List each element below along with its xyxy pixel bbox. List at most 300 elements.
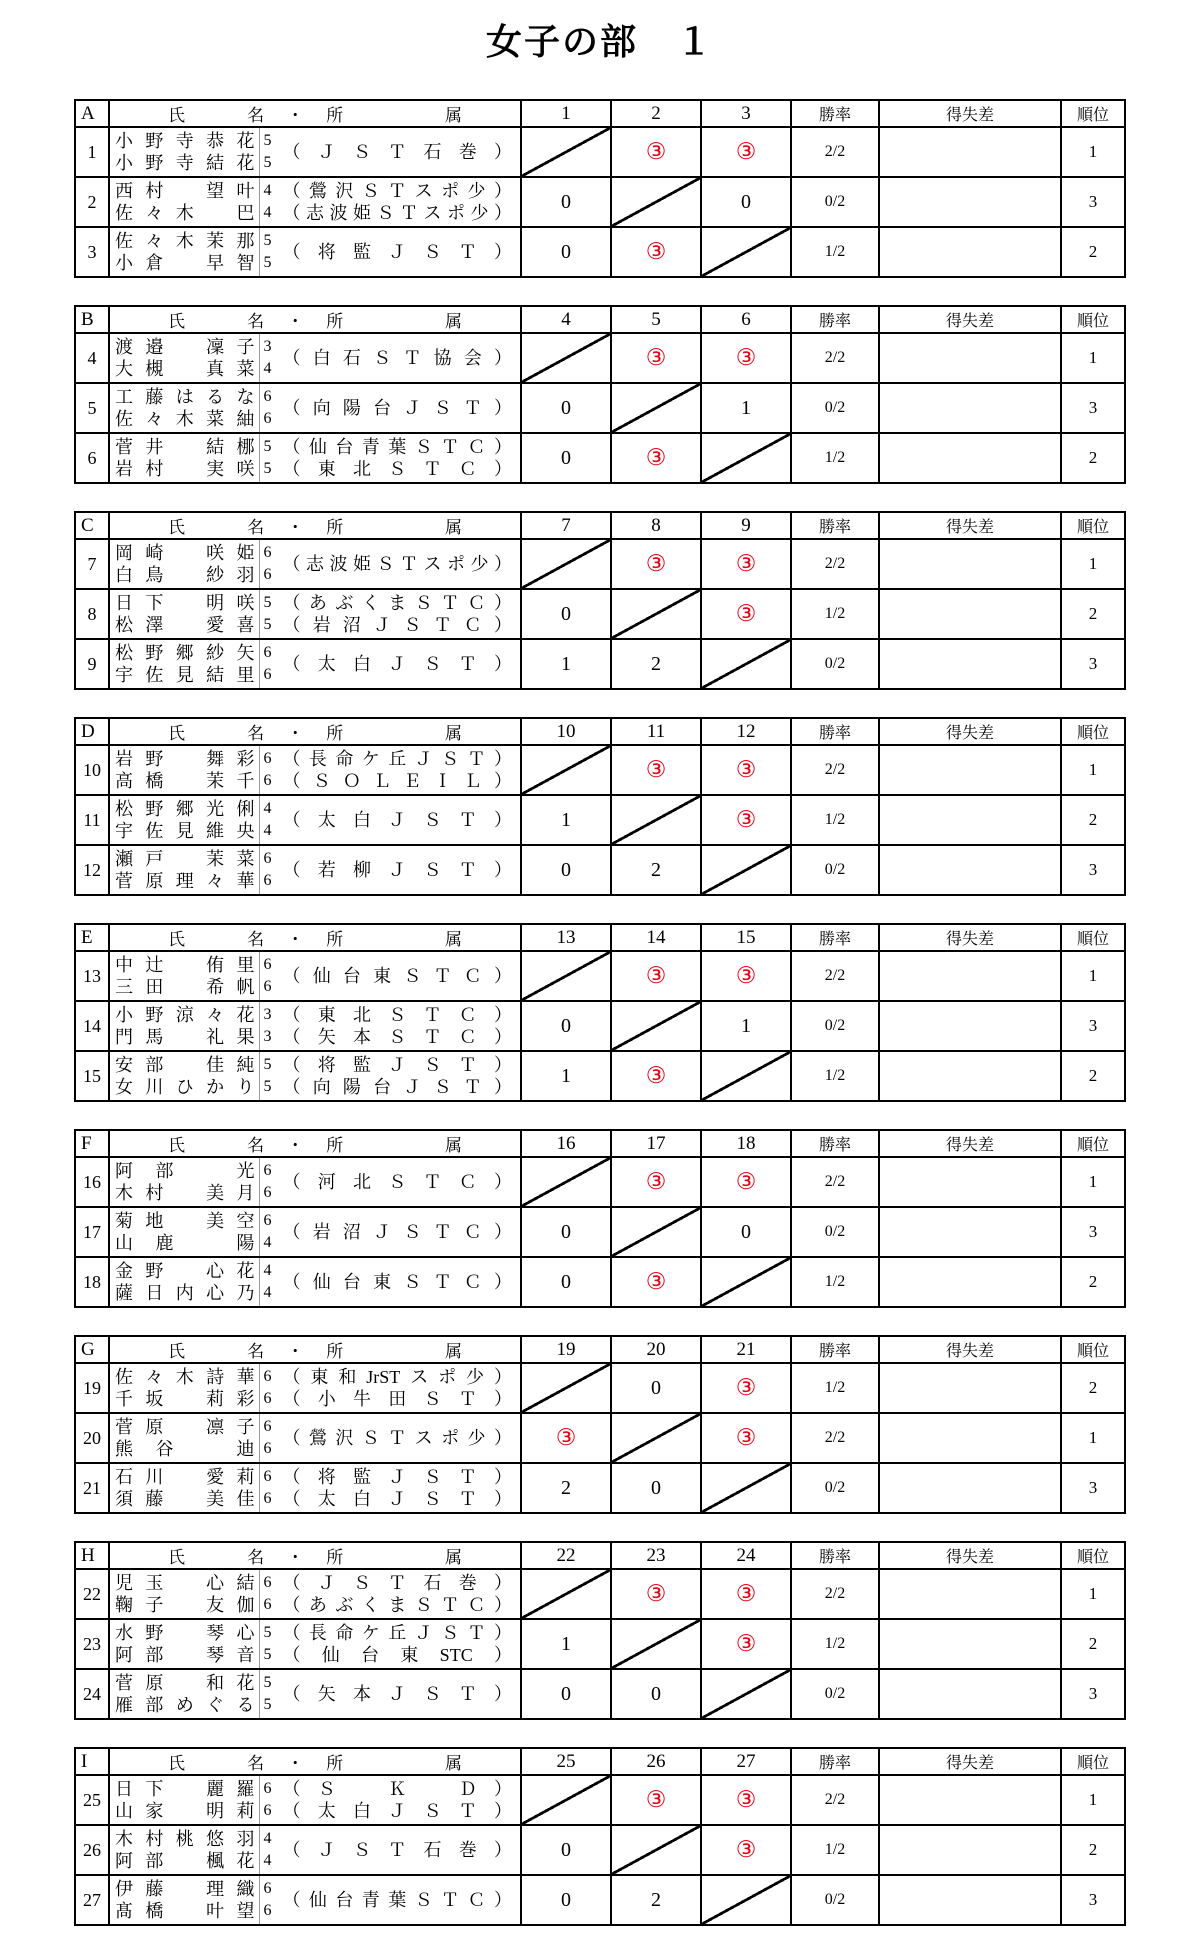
rank: 2 [1061, 1051, 1125, 1101]
win-mark: ③ [645, 757, 667, 782]
player-name: 小野涼々花 [115, 1005, 255, 1025]
page-title: 女子の部 １ [485, 21, 714, 62]
match-result-cell: 0 [521, 1825, 611, 1875]
player-name: 松澤 愛喜 [115, 615, 255, 635]
win-rate: 2/2 [791, 1413, 879, 1463]
grades [260, 1571, 281, 1617]
team-row [75, 845, 1125, 895]
group-letter: B [75, 306, 109, 333]
match-number-header: 12 [701, 718, 791, 745]
grade: 5 [263, 254, 272, 271]
grade: 5 [263, 1056, 272, 1073]
name-affiliation-header: 氏 名・所 属 [109, 1130, 521, 1157]
group-letter: H [75, 1542, 109, 1569]
grades [260, 591, 281, 637]
player-names [109, 383, 259, 433]
match-result-cell [701, 1775, 791, 1825]
rank: 3 [1061, 1001, 1125, 1051]
win-rate: 0/2 [791, 845, 879, 895]
group-header-row [75, 1336, 1125, 1363]
win-rate: 0/2 [791, 1875, 879, 1925]
player-name: 木村 美月 [115, 1183, 255, 1203]
player-name: 工藤はるな [115, 387, 255, 407]
player-name: 小野寺恭花 [115, 131, 255, 151]
match-result-cell [701, 795, 791, 845]
win-mark: ③ [735, 757, 757, 782]
grade-affiliation [259, 1001, 521, 1051]
grade: 4 [263, 1234, 272, 1251]
grade: 6 [263, 1490, 272, 1507]
grade: 6 [263, 1468, 272, 1485]
win-mark: ③ [735, 345, 757, 370]
grades [260, 1053, 281, 1099]
group-table-F [74, 1129, 1126, 1308]
win-mark: ③ [645, 1169, 667, 1194]
grade: 6 [263, 388, 272, 405]
rank-header: 順位 [1061, 1748, 1125, 1775]
grade-affiliation [259, 1363, 521, 1413]
team-row [75, 433, 1125, 483]
win-mark: ③ [735, 807, 757, 832]
match-number-header: 27 [701, 1748, 791, 1775]
affiliation: （ＪＳＴ石巻） [282, 1840, 512, 1860]
player-name: 菅原理々華 [115, 871, 255, 891]
match-number-header: 1 [521, 100, 611, 127]
player-names [109, 1825, 259, 1875]
grade-affiliation [259, 1157, 521, 1207]
row-number: 12 [75, 845, 109, 895]
point-diff-header: 得失差 [879, 1336, 1061, 1363]
point-diff-header: 得失差 [879, 512, 1061, 539]
match-result-cell: 1 [701, 1001, 791, 1051]
grade: 5 [263, 438, 272, 455]
grade: 6 [263, 1162, 272, 1179]
match-number-header: 7 [521, 512, 611, 539]
match-number-header: 4 [521, 306, 611, 333]
match-result-cell: 2 [611, 639, 701, 689]
player-names [109, 795, 259, 845]
grade: 6 [263, 850, 272, 867]
team-row [75, 795, 1125, 845]
affiliation: （河北ＳＴＣ） [282, 1172, 512, 1192]
player-name: 西村 望叶 [115, 181, 255, 201]
point-diff [879, 951, 1061, 1001]
player-names [109, 333, 259, 383]
win-rate-header: 勝率 [791, 1542, 879, 1569]
affiliation: （ＳＯＬＥＩＬ） [282, 771, 512, 791]
match-result-cell [611, 1157, 701, 1207]
rank-header: 順位 [1061, 1542, 1125, 1569]
team-row [75, 1413, 1125, 1463]
player-name: 佐々木菜紬 [115, 409, 255, 429]
player-name: 千坂 莉彩 [115, 1389, 255, 1409]
affiliation: （東和JrSTスポ少） [282, 1367, 512, 1387]
match-result-cell: 0 [701, 1207, 791, 1257]
name-affiliation-header: 氏 名・所 属 [109, 306, 521, 333]
match-number-header: 25 [521, 1748, 611, 1775]
grade: 6 [263, 1780, 272, 1797]
point-diff [879, 1875, 1061, 1925]
grade: 5 [263, 616, 272, 633]
win-rate: 1/2 [791, 1363, 879, 1413]
player-name: 安部 佳純 [115, 1055, 255, 1075]
grades [260, 541, 281, 587]
row-number: 18 [75, 1257, 109, 1307]
player-names [109, 951, 259, 1001]
team-row [75, 745, 1125, 795]
rank: 1 [1061, 127, 1125, 177]
team-row [75, 1257, 1125, 1307]
team-row [75, 1825, 1125, 1875]
group-table-D [74, 717, 1126, 896]
point-diff [879, 1051, 1061, 1101]
grade-affiliation [259, 1257, 521, 1307]
row-number: 2 [75, 177, 109, 227]
team-row [75, 1669, 1125, 1719]
row-number: 26 [75, 1825, 109, 1875]
rank: 1 [1061, 951, 1125, 1001]
group-letter: A [75, 100, 109, 127]
grade-affiliation [259, 539, 521, 589]
rank-header: 順位 [1061, 1336, 1125, 1363]
player-name: 佐々木茉那 [115, 231, 255, 251]
team-row [75, 127, 1125, 177]
match-result-cell [611, 1775, 701, 1825]
player-names [109, 1619, 259, 1669]
player-names [109, 1207, 259, 1257]
grade: 3 [263, 1006, 272, 1023]
rank: 3 [1061, 845, 1125, 895]
point-diff-header: 得失差 [879, 1130, 1061, 1157]
player-name: 山家 明莉 [115, 1801, 255, 1821]
point-diff [879, 383, 1061, 433]
match-result-cell [701, 1363, 791, 1413]
grade-affiliation [259, 333, 521, 383]
group-letter: D [75, 718, 109, 745]
affiliation: （東北ＳＴＣ） [282, 1005, 512, 1025]
win-rate: 2/2 [791, 1157, 879, 1207]
match-result-cell: 0 [521, 1001, 611, 1051]
match-number-header: 24 [701, 1542, 791, 1569]
grade: 4 [263, 182, 272, 199]
win-rate: 0/2 [791, 177, 879, 227]
win-mark: ③ [645, 963, 667, 988]
grade: 6 [263, 1802, 272, 1819]
self-match-diagonal [611, 589, 701, 639]
player-names [109, 589, 259, 639]
match-result-cell [701, 333, 791, 383]
group-header-row [75, 924, 1125, 951]
player-name: 金野 心花 [115, 1261, 255, 1281]
self-match-diagonal [521, 1363, 611, 1413]
grade: 4 [263, 204, 272, 221]
team-row [75, 227, 1125, 277]
rank: 1 [1061, 539, 1125, 589]
grade-affiliation [259, 1051, 521, 1101]
name-affiliation-header: 氏 名・所 属 [109, 1542, 521, 1569]
match-result-cell [701, 1619, 791, 1669]
point-diff [879, 1825, 1061, 1875]
self-match-diagonal [521, 333, 611, 383]
match-result-cell: 1 [521, 795, 611, 845]
win-rate: 2/2 [791, 951, 879, 1001]
win-rate: 0/2 [791, 1207, 879, 1257]
player-name: 須藤 美佳 [115, 1489, 255, 1509]
team-row [75, 1051, 1125, 1101]
group-letter: G [75, 1336, 109, 1363]
affiliation: （将監ＪＳＴ） [282, 1467, 512, 1487]
grade: 6 [263, 1440, 272, 1457]
row-number: 9 [75, 639, 109, 689]
name-affiliation-header: 氏 名・所 属 [109, 100, 521, 127]
match-number-header: 18 [701, 1130, 791, 1157]
win-mark: ③ [735, 1837, 757, 1862]
grade-affiliation [259, 1775, 521, 1825]
affiliation: （あぶくまＳＴＣ） [282, 1595, 512, 1615]
match-result-cell [701, 1413, 791, 1463]
grade: 6 [263, 544, 272, 561]
match-result-cell: 0 [521, 1257, 611, 1307]
group-header-row [75, 306, 1125, 333]
affiliation: （仙台東ＳＴＣ） [282, 1272, 512, 1292]
affiliation: （岩沼ＪＳＴＣ） [282, 615, 512, 635]
match-number-header: 20 [611, 1336, 701, 1363]
player-name: 石川 愛莉 [115, 1467, 255, 1487]
win-mark: ③ [735, 1375, 757, 1400]
win-rate-header: 勝率 [791, 924, 879, 951]
match-result-cell [611, 745, 701, 795]
match-result-cell: 0 [521, 177, 611, 227]
grades [260, 179, 281, 225]
grade: 5 [263, 594, 272, 611]
affiliation: （太白ＪＳＴ） [282, 1801, 512, 1821]
match-result-cell: 2 [521, 1463, 611, 1513]
player-name: 女川ひかり [115, 1077, 255, 1097]
rank: 1 [1061, 1775, 1125, 1825]
rank: 1 [1061, 1413, 1125, 1463]
match-number-header: 23 [611, 1542, 701, 1569]
point-diff [879, 333, 1061, 383]
row-number: 17 [75, 1207, 109, 1257]
match-result-cell: 0 [521, 1669, 611, 1719]
affiliation: （向陽台ＪＳＴ） [282, 1077, 512, 1097]
self-match-diagonal [701, 1051, 791, 1101]
group-letter: E [75, 924, 109, 951]
team-row [75, 333, 1125, 383]
self-match-diagonal [701, 1669, 791, 1719]
grade: 6 [263, 1596, 272, 1613]
affiliation: （長命ケ丘ＪＳＴ） [282, 749, 512, 769]
win-mark: ③ [645, 1269, 667, 1294]
point-diff [879, 1569, 1061, 1619]
affiliation: （仙台東ＳＴＣ） [282, 966, 512, 986]
match-result-cell: 0 [611, 1363, 701, 1413]
row-number: 1 [75, 127, 109, 177]
grade-affiliation [259, 1669, 521, 1719]
match-number-header: 5 [611, 306, 701, 333]
player-name: 鞠子 友伽 [115, 1595, 255, 1615]
grade: 4 [263, 822, 272, 839]
point-diff [879, 1463, 1061, 1513]
match-number-header: 2 [611, 100, 701, 127]
match-result-cell: 0 [611, 1669, 701, 1719]
grade: 6 [263, 978, 272, 995]
grades [260, 1365, 281, 1411]
grade-affiliation [259, 1413, 521, 1463]
grades [260, 1415, 281, 1461]
win-rate: 2/2 [791, 333, 879, 383]
affiliation: （東北ＳＴＣ） [282, 459, 512, 479]
team-row [75, 1463, 1125, 1513]
rank-header: 順位 [1061, 1130, 1125, 1157]
affiliation: （Ｓ Ｋ Ｄ） [282, 1779, 512, 1799]
row-number: 24 [75, 1669, 109, 1719]
group-table-G [74, 1335, 1126, 1514]
point-diff-header: 得失差 [879, 306, 1061, 333]
affiliation: （若柳ＪＳＴ） [282, 860, 512, 880]
match-result-cell [611, 433, 701, 483]
self-match-diagonal [521, 127, 611, 177]
win-rate: 2/2 [791, 539, 879, 589]
grade: 5 [263, 1674, 272, 1691]
match-result-cell: 2 [611, 845, 701, 895]
player-names [109, 433, 259, 483]
player-name: 松野郷光俐 [115, 799, 255, 819]
row-number: 23 [75, 1619, 109, 1669]
grade: 4 [263, 800, 272, 817]
group-table-B [74, 305, 1126, 484]
grade: 4 [263, 1284, 272, 1301]
grade-affiliation [259, 589, 521, 639]
grade: 5 [263, 460, 272, 477]
affiliation: （鶯沢ＳＴスポ少） [282, 181, 512, 201]
rank: 2 [1061, 1619, 1125, 1669]
win-mark: ③ [645, 1787, 667, 1812]
affiliation: （矢本ＳＴＣ） [282, 1027, 512, 1047]
rank: 1 [1061, 1157, 1125, 1207]
grades [260, 797, 281, 843]
player-name: 伊藤 理織 [115, 1879, 255, 1899]
match-result-cell: 1 [521, 639, 611, 689]
player-name: 阿部 光 [115, 1161, 255, 1181]
player-names [109, 845, 259, 895]
grades [260, 1259, 281, 1305]
grade: 5 [263, 154, 272, 171]
group-table-H [74, 1541, 1126, 1720]
win-mark: ③ [735, 139, 757, 164]
grade: 6 [263, 666, 272, 683]
self-match-diagonal [701, 433, 791, 483]
rank: 3 [1061, 383, 1125, 433]
name-affiliation-header: 氏 名・所 属 [109, 1748, 521, 1775]
win-mark: ③ [735, 551, 757, 576]
self-match-diagonal [611, 1619, 701, 1669]
win-mark: ③ [645, 139, 667, 164]
rank: 3 [1061, 1463, 1125, 1513]
team-row [75, 951, 1125, 1001]
grade: 6 [263, 1368, 272, 1385]
grades [260, 129, 281, 175]
rank: 3 [1061, 639, 1125, 689]
player-name: 菅原 凛子 [115, 1417, 255, 1437]
rank: 2 [1061, 227, 1125, 277]
win-rate-header: 勝率 [791, 306, 879, 333]
team-row [75, 539, 1125, 589]
match-result-cell [611, 1257, 701, 1307]
win-rate: 1/2 [791, 589, 879, 639]
grades [260, 1777, 281, 1823]
rank: 2 [1061, 433, 1125, 483]
grade-affiliation [259, 1569, 521, 1619]
win-rate-header: 勝率 [791, 1336, 879, 1363]
player-name: 菅井 結梛 [115, 437, 255, 457]
player-name: 岡崎 咲姫 [115, 543, 255, 563]
point-diff [879, 1157, 1061, 1207]
grade: 6 [263, 1212, 272, 1229]
player-name: 宇佐見結里 [115, 665, 255, 685]
player-name: 門馬 礼果 [115, 1027, 255, 1047]
player-names [109, 1875, 259, 1925]
match-result-cell: 0 [521, 1875, 611, 1925]
self-match-diagonal [521, 1157, 611, 1207]
affiliation: （仙台青葉ＳＴＣ） [282, 437, 512, 457]
grade-affiliation [259, 227, 521, 277]
grade: 4 [263, 1830, 272, 1847]
point-diff [879, 1775, 1061, 1825]
match-result-cell [701, 539, 791, 589]
player-names [109, 1669, 259, 1719]
grades [260, 1877, 281, 1923]
grade: 5 [263, 1624, 272, 1641]
player-names [109, 127, 259, 177]
grade: 6 [263, 772, 272, 789]
grade: 5 [263, 232, 272, 249]
grade: 6 [263, 1902, 272, 1919]
win-mark: ③ [645, 1581, 667, 1606]
affiliation: （鶯沢ＳＴスポ少） [282, 1428, 512, 1448]
match-result-cell [701, 589, 791, 639]
grades [260, 335, 281, 381]
player-name: 岩村 実咲 [115, 459, 255, 479]
match-result-cell [611, 1051, 701, 1101]
point-diff [879, 1413, 1061, 1463]
player-names [109, 1775, 259, 1825]
win-rate: 1/2 [791, 1051, 879, 1101]
grade-affiliation [259, 1207, 521, 1257]
row-number: 6 [75, 433, 109, 483]
row-number: 22 [75, 1569, 109, 1619]
win-mark: ③ [735, 1169, 757, 1194]
win-mark: ③ [645, 345, 667, 370]
match-result-cell [611, 951, 701, 1001]
name-affiliation-header: 氏 名・所 属 [109, 512, 521, 539]
point-diff [879, 1669, 1061, 1719]
grade: 6 [263, 956, 272, 973]
match-result-cell: 0 [521, 1207, 611, 1257]
player-name: 宇佐見維央 [115, 821, 255, 841]
self-match-diagonal [611, 1413, 701, 1463]
point-diff [879, 1257, 1061, 1307]
match-number-header: 13 [521, 924, 611, 951]
affiliation: （長命ケ丘ＪＳＴ） [282, 1623, 512, 1643]
self-match-diagonal [701, 1463, 791, 1513]
win-rate: 2/2 [791, 1569, 879, 1619]
grade-affiliation [259, 1875, 521, 1925]
grades [260, 435, 281, 481]
player-names [109, 227, 259, 277]
player-name: 薩日内心乃 [115, 1283, 255, 1303]
grade: 5 [263, 132, 272, 149]
